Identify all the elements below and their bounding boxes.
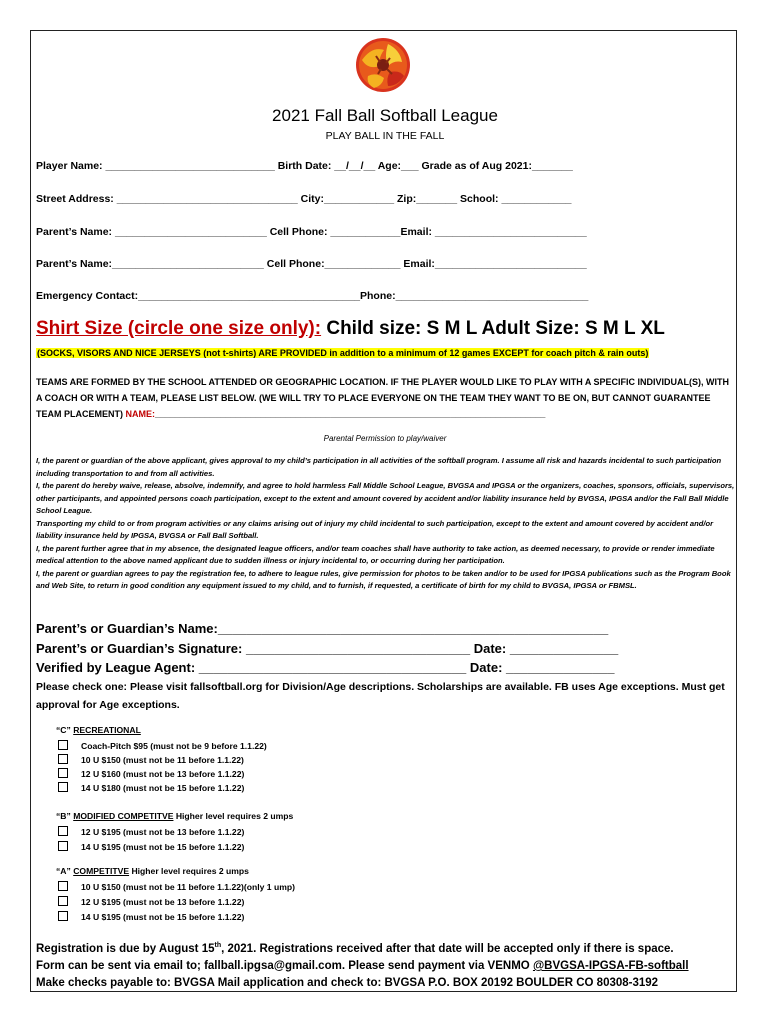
emergency-contact-row[interactable]: Emergency Contact:______________________________________Phone:_________________________________ [36,290,589,302]
payment-text: Form can be sent via email to; fallball.ipgsa@gmail.com. Please send payment via VENMO [36,960,533,972]
division-a-grade: “A” [56,866,74,876]
checkbox-icon[interactable] [58,896,68,906]
waiver-paragraph: I, the parent do hereby waive, release, absolve, indemnify, and agree to hold harmless Fall Middle School League, BVGSA and IPGSA or the organizers, coaches, sponsors, officials, supervisors, other participants, and appointed persons coach participation, except to the extent and amount covered by accident and/or liability insurance held by BVGSA, IPGSA and/or the Fall Ball Middle School League. [36,481,735,515]
form-title: 2021 Fall Ball Softball League [272,106,498,125]
deadline-text-rest: , 2021. Registrations received after that date will be accepted only if there is space. [221,942,674,955]
checkbox-icon[interactable] [58,881,68,891]
check-one-note: Please check one: Please visit fallsoftball.org for Division/Age descriptions. Scholarships are available. FB uses Age exceptions. Must get approval for Age exceptions. [36,681,725,711]
team-request-name-line[interactable]: ______________________________________________________________________________ [155,409,546,419]
waiver-paragraph: I, the parent or guardian agrees to pay the registration fee, to adhere to league rules, give permission for photos to be taken and/or to be used for IPGSA publications such as the Program Book and Web Site, to return in good condition any equipment issued to my child, and to furnish, if requested, a certificate of birth for my child to BVGSA, IPGSA or FBMSL. [36,568,731,590]
team-request-name-label: NAME: [125,409,155,419]
checkbox-icon[interactable] [58,768,68,778]
option-b-14u[interactable] [58,841,244,852]
waiver-paragraph: Transporting my child to or from program activities or any claims arising out of injury my child incidental to such participation, except to the extent and amount covered by accident and/or liability insurance held by IPGSA, BVGSA or Fall Ball Softball. [36,518,714,540]
option-c-10u[interactable] [58,754,244,765]
mailing-line: Make checks payable to: BVGSA Mail application and check to: BVGSA P.O. BOX 20192 BOULDER CO 80308-3192 [36,977,659,989]
division-a-name: COMPETITVE [73,866,130,876]
player-info-row[interactable]: Player Name: _____________________________ Birth Date: __/__/__ Age:___ Grade as of Aug 2021:_______ [36,160,573,172]
division-b-grade: “B” [56,811,74,821]
address-row[interactable]: Street Address: _______________________________ City:____________ Zip:_______ School: ____________ [36,193,572,205]
parent-row-2[interactable]: Parent’s Name:__________________________ Cell Phone:_____________ Email:__________________________ [36,258,587,270]
option-label: 10 U $150 (must not be 11 before 1.1.22) [81,755,244,765]
deadline-line [36,942,674,955]
parent-row-1[interactable]: Parent’s Name: __________________________ Cell Phone: ____________Email: __________________________ [36,226,587,238]
softball-logo [354,36,412,94]
division-c-grade: “C” [56,725,74,735]
shirt-size-options[interactable]: Child size: S M L Adult Size: S M L XL [321,318,665,339]
waiver-paragraph: I, the parent or guardian of the above applicant, gives approval to my child’s participation in all activities of the softball program. I assume all risk and hazards incidental to such participation including transportation to and from all activities. [36,456,722,478]
division-a-heading [56,866,249,876]
option-a-12u[interactable] [58,896,244,907]
provided-note: (SOCKS, VISORS AND NICE JERSEYS (not t-shirts) ARE PROVIDED in addition to a minimum of 12 games EXCEPT for coach pitch & rain outs) [37,348,649,358]
team-request-text: TEAMS ARE FORMED BY THE SCHOOL ATTENDED OR GEOGRAPHIC LOCATION. IF THE PLAYER WOULD LIKE TO PLAY WITH A SPECIFIC INDIVIDUAL(S), WITH A COACH OR WITH A TEAM, PLEASE LIST BELOW. (WE WILL TRY TO PLACE EVERYONE ON THE TEAM THEY WANT TO BE ON, BUT CANNOT GUARANTEE TEAM PLACEMENT) [36,377,730,419]
division-a-note: Higher level requires 2 umps [129,866,249,876]
guardian-signature-field[interactable]: Parent’s or Guardian’s Signature: _______________________________ Date: _______________ [36,641,619,656]
deadline-text: Registration is due by August 15 [36,942,215,955]
option-a-10u[interactable] [58,881,295,892]
guardian-name-field[interactable]: Parent’s or Guardian’s Name:______________________________________________________ [36,621,609,636]
division-b-heading [56,811,293,821]
option-label: 14 U $195 (must not be 15 before 1.1.22) [81,842,245,852]
option-label: Coach-Pitch $95 (must not be 9 before 1.1.22) [81,741,267,751]
form-subtitle: PLAY BALL IN THE FALL [325,130,445,142]
option-label: 12 U $160 (must not be 13 before 1.1.22) [81,769,245,779]
option-c-14u[interactable] [58,782,244,793]
division-c-heading [56,725,141,735]
waiver-paragraph: I, the parent further agree that in my absence, the designated league officers, and/or team coaches shall have authority to take action, as deemed necessary, to provide or render immediate medical attention to the above named applicant due to sudden illness or injury incidental to, or occurring during her participation. [36,543,715,565]
option-c-coach-pitch[interactable] [58,740,267,751]
division-b-note: Higher level requires 2 umps [173,811,294,821]
option-label: 12 U $195 (must not be 13 before 1.1.22) [81,827,245,837]
option-a-14u[interactable] [58,911,244,922]
checkbox-icon[interactable] [58,841,68,851]
team-request [36,374,734,422]
payment-line [36,960,689,972]
option-label: 12 U $195 (must not be 13 before 1.1.22) [81,897,245,907]
waiver-text [36,455,736,593]
option-label: 14 U $195 (must not be 15 before 1.1.22) [81,912,245,922]
checkbox-icon[interactable] [58,911,68,921]
checkbox-icon[interactable] [58,740,68,750]
shirt-size-label: Shirt Size (circle one size only): [36,318,322,339]
checkbox-icon[interactable] [58,826,68,836]
option-label: 10 U $150 (must not be 11 before 1.1.22)(only 1 ump) [81,882,295,892]
division-c-name: RECREATIONAL [73,725,141,735]
checkbox-icon[interactable] [58,754,68,764]
option-label: 14 U $180 (must not be 15 before 1.1.22) [81,783,245,793]
league-agent-field[interactable]: Verified by League Agent: _____________________________________ Date: _______________ [36,660,615,675]
division-b-name: MODIFIED COMPETITVE [73,811,174,821]
option-c-12u[interactable] [58,768,244,779]
waiver-title: Parental Permission to play/waiver [323,434,447,443]
venmo-link[interactable]: @BVGSA-IPGSA-FB-softball [532,960,689,972]
deadline-suffix: th [214,942,222,949]
shirt-size-row [36,318,665,340]
checkbox-icon[interactable] [58,782,68,792]
option-b-12u[interactable] [58,826,244,837]
